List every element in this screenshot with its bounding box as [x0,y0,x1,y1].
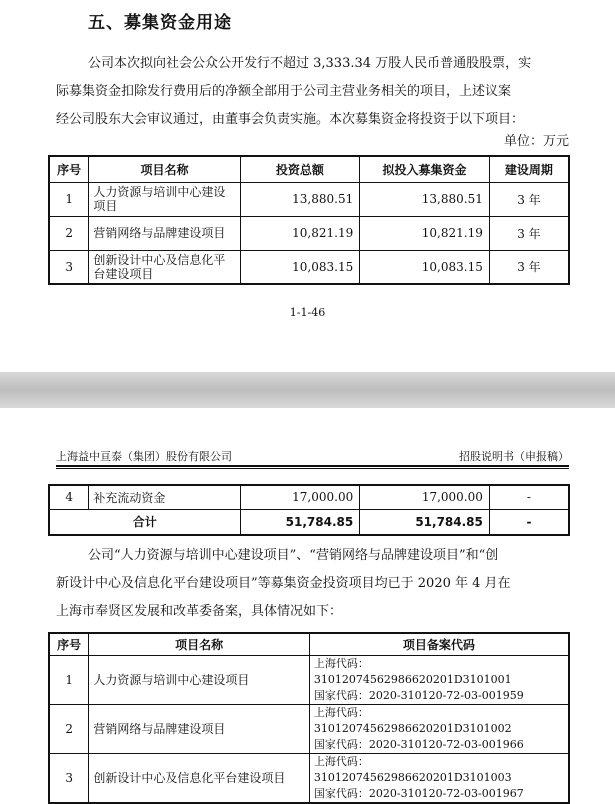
section-title: 五、募集资金用途 [88,13,232,33]
cell-period: 3 年 [489,216,569,250]
page-2 [0,408,615,800]
filing-codes [309,704,569,753]
col-header-no: 序号 [49,156,89,182]
cell-no: 4 [49,485,89,509]
filing-row [49,704,569,753]
intro-line-1: 公司本次拟向社会公众公开发行不超过 3,333.34 万股人民币普通股股票，实 [88,56,532,71]
filing-name: 人力资源与培训中心建设项目 [89,655,310,704]
filing-name: 创新设计中心及信息化平台建设项目 [89,753,310,803]
cell-name: 补充流动资金 [89,485,240,509]
cell-total: 13,880.51 [240,182,360,216]
table-header-row [49,156,569,182]
shanghai-code: 上海代码：31012074562986620201D3101002 [313,705,512,735]
national-code: 国家代码：2020-310120-72-03-001967 [313,786,524,800]
table-row [49,216,569,250]
filing-no: 3 [49,753,89,803]
cell-no: 2 [49,216,89,250]
cell-period: - [489,485,569,509]
filing-para-line-1: 公司“人力资源与培训中心建设项目”、“营销网络与品牌建设项目”和“创 [88,548,499,563]
filing-col-code: 项目备案代码 [309,633,569,655]
cell-name: 营销网络与品牌建设项目 [89,216,240,250]
table-row [49,182,569,216]
filing-row [49,655,569,704]
intro-line-3: 经公司股东大会审议通过，由董事会负责实施。本次募集资金将投资于以下项目： [56,112,525,127]
filing-col-name: 项目名称 [89,633,310,655]
cell-name: 创新设计中心及信息化平台建设项目 [89,250,240,284]
filing-para-line-3: 上海市奉贤区发展和改革委备案，具体情况如下： [56,604,343,619]
filing-para-line-2: 新设计中心及信息化平台建设项目”等募集资金投资项目均已于 2020 年 4 月在 [56,576,511,591]
cell-total: 17,000.00 [240,485,360,509]
cell-no: 3 [49,250,89,284]
cell-total: 10,083.15 [240,250,360,284]
table-row [49,485,569,509]
filing-no: 1 [49,655,89,704]
cell-no: 1 [49,182,89,216]
investment-table [48,155,570,285]
col-header-total: 投资总额 [240,156,360,182]
filing-no: 2 [49,704,89,753]
cell-name: 人力资源与培训中心建设项目 [89,182,240,216]
cell-raised: 17,000.00 [360,485,490,509]
national-code: 国家代码：2020-310120-72-03-001966 [313,737,524,751]
total-raised: 51,784.85 [360,509,490,535]
table-row [49,250,569,284]
filing-codes [309,655,569,704]
shanghai-code: 上海代码：31012074562986620201D3101003 [313,754,512,784]
investment-table-continued [48,484,570,536]
page-number: 1-1-46 [289,306,326,319]
header-doc-title: 招股说明书（申报稿） [459,450,569,463]
filing-col-no: 序号 [49,633,89,655]
intro-line-2: 际募集资金扣除发行费用后的净额全部用于公司主营业务相关的项目，上述议案 [56,84,512,99]
filing-name: 营销网络与品牌建设项目 [89,704,310,753]
header-rule-thin [56,468,569,469]
filing-row [49,753,569,803]
header-company: 上海益中亘泰（集团）股份有限公司 [56,450,232,463]
filing-table [48,632,570,804]
filing-header-row [49,633,569,655]
cell-raised: 13,880.51 [360,182,490,216]
unit-label: 单位：万元 [503,134,569,149]
col-header-period: 建设周期 [489,156,569,182]
national-code: 国家代码：2020-310120-72-03-001959 [313,688,524,702]
total-label: 合计 [49,509,240,535]
cell-period: 3 年 [489,250,569,284]
total-investment: 51,784.85 [240,509,360,535]
page-1 [0,0,615,372]
cell-total: 10,821.19 [240,216,360,250]
total-row [49,509,569,535]
page-separator [0,372,615,408]
cell-raised: 10,821.19 [360,216,490,250]
cell-period: 3 年 [489,182,569,216]
col-header-name: 项目名称 [89,156,240,182]
filing-codes [309,753,569,803]
col-header-raised: 拟投入募集资金 [360,156,490,182]
total-period: - [489,509,569,535]
cell-raised: 10,083.15 [360,250,490,284]
header-rule [56,465,569,467]
shanghai-code: 上海代码：31012074562986620201D3101001 [313,656,512,686]
